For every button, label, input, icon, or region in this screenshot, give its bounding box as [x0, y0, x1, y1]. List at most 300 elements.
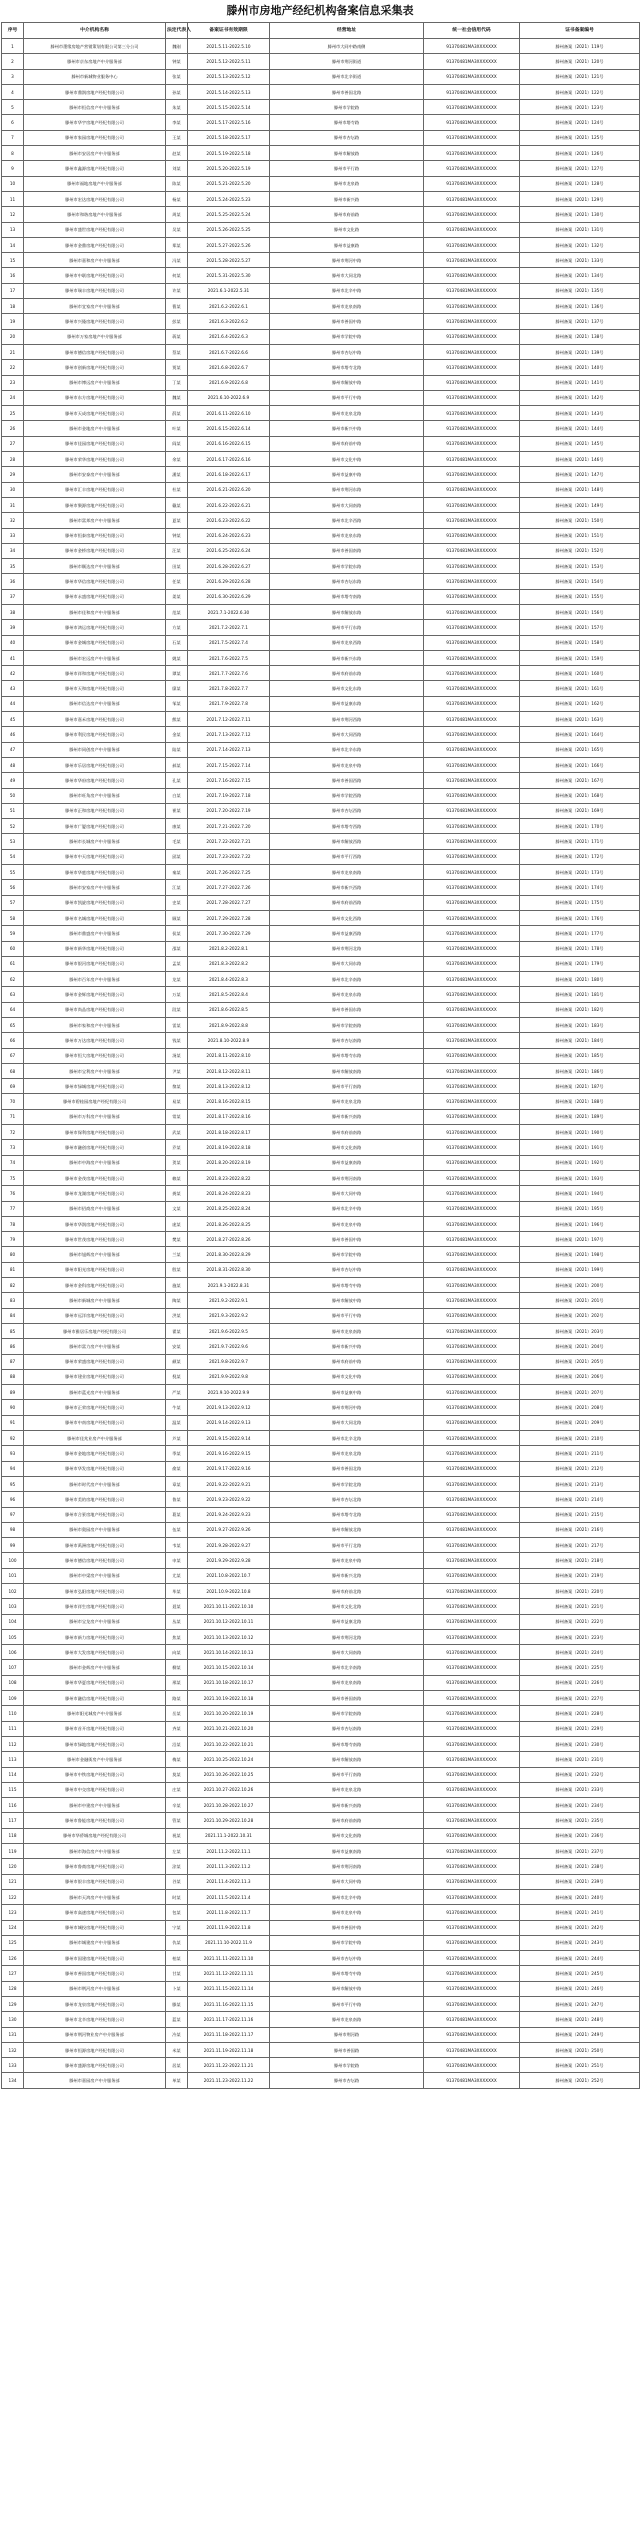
- table-row: [2, 1461, 640, 1476]
- business-address: 滕州市解放东路: [270, 604, 424, 619]
- validity-period: 2021.7.21-2022.7.20: [188, 819, 270, 834]
- validity-period: 2021.6.22-2022.6.21: [188, 497, 270, 512]
- certificate-number: 滕州备案（2021）166号: [520, 757, 640, 772]
- certificate-number: 滕州备案（2021）170号: [520, 819, 640, 834]
- certificate-number: 滕州备案（2021）123号: [520, 100, 640, 115]
- agency-name: 滕州市美的房地产经纪有限公司: [24, 1492, 166, 1507]
- table-row: [2, 1155, 640, 1170]
- credit-code: 91370481MA3XXXXXXX: [424, 1844, 520, 1859]
- row-index: 17: [2, 283, 24, 298]
- row-index: 3: [2, 69, 24, 84]
- certificate-number: 滕州备案（2021）226号: [520, 1675, 640, 1690]
- credit-code: 91370481MA3XXXXXXX: [424, 543, 520, 558]
- row-index: 22: [2, 360, 24, 375]
- row-index: 112: [2, 1736, 24, 1751]
- row-index: 59: [2, 926, 24, 941]
- table-row: [2, 1186, 640, 1201]
- row-index: 104: [2, 1614, 24, 1629]
- validity-period: 2021.9.3-2022.9.2: [188, 1308, 270, 1323]
- credit-code: 91370481MA3XXXXXXX: [424, 788, 520, 803]
- agency-name: 滕州市荆河房产中介服务部: [24, 1981, 166, 1996]
- legal-representative: 武某: [166, 1125, 188, 1140]
- legal-representative: 廖某: [166, 681, 188, 696]
- legal-representative: 秦某: [166, 865, 188, 880]
- legal-representative: 庄某: [166, 1782, 188, 1797]
- legal-representative: 魏某: [166, 390, 188, 405]
- row-index: 125: [2, 1935, 24, 1950]
- validity-period: 2021.10.11-2022.10.10: [188, 1599, 270, 1614]
- validity-period: 2021.10.12-2022.10.11: [188, 1614, 270, 1629]
- business-address: 滕州市善国中路: [270, 314, 424, 329]
- table-row: [2, 1889, 640, 1904]
- validity-period: 2021.8.23-2022.8.22: [188, 1170, 270, 1185]
- business-address: 滕州市文化中路: [270, 1369, 424, 1384]
- business-address: 滕州市荆河南路: [270, 1170, 424, 1185]
- certificate-number: 滕州备案（2021）251号: [520, 2058, 640, 2073]
- agency-name: 滕州市中交房地产经纪有限公司: [24, 1782, 166, 1797]
- certificate-number: 滕州备案（2021）249号: [520, 2027, 640, 2042]
- credit-code: 91370481MA3XXXXXXX: [424, 283, 520, 298]
- legal-representative: 路某: [166, 1691, 188, 1706]
- table-row: [2, 283, 640, 298]
- agency-name: 滕州市尚品房地产经纪有限公司: [24, 1002, 166, 1017]
- table-row: [2, 2012, 640, 2027]
- legal-representative: 毛某: [166, 834, 188, 849]
- agency-name: 滕州市永盛房地产经纪有限公司: [24, 589, 166, 604]
- validity-period: 2021.6.2-2022.6.1: [188, 299, 270, 314]
- row-index: 115: [2, 1782, 24, 1797]
- row-index: 40: [2, 635, 24, 650]
- validity-period: 2021.9.10-2022.9.9: [188, 1385, 270, 1400]
- business-address: 滕州市平行中路: [270, 1308, 424, 1323]
- validity-period: 2021.8.13-2022.8.12: [188, 1079, 270, 1094]
- credit-code: 91370481MA3XXXXXXX: [424, 100, 520, 115]
- table-row: [2, 1813, 640, 1828]
- business-address: 滕州市塔寺南路: [270, 1736, 424, 1751]
- table-row: [2, 1935, 640, 1950]
- certificate-number: 滕州备案（2021）183号: [520, 1018, 640, 1033]
- row-index: 13: [2, 222, 24, 237]
- business-address: 滕州市平行东路: [270, 620, 424, 635]
- business-address: 滕州市荆河中路: [270, 253, 424, 268]
- agency-name: 滕州市金地房地产经纪有限公司: [24, 1446, 166, 1461]
- validity-period: 2021.11.11-2022.11.10: [188, 1951, 270, 1966]
- certificate-number: 滕州备案（2021）153号: [520, 559, 640, 574]
- legal-representative: 申某: [166, 1553, 188, 1568]
- validity-period: 2021.9.9-2022.9.8: [188, 1369, 270, 1384]
- certificate-number: 滕州备案（2021）210号: [520, 1431, 640, 1446]
- validity-period: 2021.10.8-2022.10.7: [188, 1568, 270, 1583]
- credit-code: 91370481MA3XXXXXXX: [424, 696, 520, 711]
- legal-representative: 周某: [166, 207, 188, 222]
- business-address: 滕州市龙泉南路: [270, 299, 424, 314]
- business-address: 滕州市荆河中路: [270, 1400, 424, 1415]
- credit-code: 91370481MA3XXXXXXX: [424, 666, 520, 681]
- credit-code: 91370481MA3XXXXXXX: [424, 635, 520, 650]
- table-row: [2, 1492, 640, 1507]
- business-address: 滕州市北辛南路: [270, 1660, 424, 1675]
- business-address: 滕州市塔寺中路: [270, 1278, 424, 1293]
- agency-name: 滕州市正荣房地产经纪有限公司: [24, 1400, 166, 1415]
- agency-name: 滕州市阳光城房产中介服务部: [24, 1706, 166, 1721]
- validity-period: 2021.8.18-2022.8.17: [188, 1125, 270, 1140]
- credit-code: 91370481MA3XXXXXXX: [424, 1201, 520, 1216]
- table-row: [2, 1767, 640, 1782]
- table-row: [2, 559, 640, 574]
- certificate-number: 滕州备案（2021）192号: [520, 1155, 640, 1170]
- certificate-number: 滕州备案（2021）128号: [520, 176, 640, 191]
- certificate-number: 滕州备案（2021）151号: [520, 528, 640, 543]
- table-row: [2, 1905, 640, 1920]
- table-row: [2, 1278, 640, 1293]
- legal-representative: 赖某: [166, 1170, 188, 1185]
- credit-code: 91370481MA3XXXXXXX: [424, 895, 520, 910]
- certificate-number: 滕州备案（2021）182号: [520, 1002, 640, 1017]
- business-address: 滕州市学院中路: [270, 1247, 424, 1262]
- row-index: 32: [2, 513, 24, 528]
- row-index: 41: [2, 650, 24, 665]
- legal-representative: 牛某: [166, 1400, 188, 1415]
- legal-representative: 齐某: [166, 1721, 188, 1736]
- validity-period: 2021.11.17-2022.11.16: [188, 2012, 270, 2027]
- row-index: 82: [2, 1278, 24, 1293]
- table-row: [2, 727, 640, 742]
- certificate-number: 滕州备案（2021）187号: [520, 1079, 640, 1094]
- row-index: 54: [2, 849, 24, 864]
- legal-representative: 季某: [166, 1446, 188, 1461]
- row-index: 130: [2, 2012, 24, 2027]
- business-address: 滕州市龙泉北路: [270, 1782, 424, 1797]
- row-index: 48: [2, 757, 24, 772]
- credit-code: 91370481MA3XXXXXXX: [424, 299, 520, 314]
- legal-representative: 焦某: [166, 1629, 188, 1644]
- column-header: 中介机构名称: [24, 23, 166, 39]
- validity-period: 2021.10.27-2022.10.26: [188, 1782, 270, 1797]
- certificate-number: 滕州备案（2021）126号: [520, 146, 640, 161]
- business-address: 滕州市杏坛中路: [270, 344, 424, 359]
- table-row: [2, 1522, 640, 1537]
- credit-code: 91370481MA3XXXXXXX: [424, 1048, 520, 1063]
- certificate-number: 滕州备案（2021）164号: [520, 727, 640, 742]
- validity-period: 2021.9.17-2022.9.16: [188, 1461, 270, 1476]
- certificate-number: 滕州备案（2021）207号: [520, 1385, 640, 1400]
- credit-code: 91370481MA3XXXXXXX: [424, 1813, 520, 1828]
- row-index: 92: [2, 1431, 24, 1446]
- credit-code: 91370481MA3XXXXXXX: [424, 176, 520, 191]
- certificate-number: 滕州备案（2021）135号: [520, 283, 640, 298]
- row-index: 43: [2, 681, 24, 696]
- business-address: 滕州市善国北路: [270, 84, 424, 99]
- business-address: 滕州市学院中路: [270, 1935, 424, 1950]
- certificate-number: 滕州备案（2021）180号: [520, 972, 640, 987]
- legal-representative: 乔某: [166, 1140, 188, 1155]
- row-index: 113: [2, 1752, 24, 1767]
- agency-name: 滕州市首开房地产经纪有限公司: [24, 1721, 166, 1736]
- validity-period: 2021.9.2-2022.9.1: [188, 1293, 270, 1308]
- business-address: 滕州市善国东路: [270, 1002, 424, 1017]
- row-index: 8: [2, 146, 24, 161]
- business-address: 滕州市龙泉中路: [270, 1553, 424, 1568]
- certificate-number: 滕州备案（2021）235号: [520, 1813, 640, 1828]
- validity-period: 2021.8.30-2022.8.29: [188, 1247, 270, 1262]
- validity-period: 2021.6.10-2022.6.9: [188, 390, 270, 405]
- credit-code: 91370481MA3XXXXXXX: [424, 467, 520, 482]
- validity-period: 2021.5.14-2022.5.13: [188, 84, 270, 99]
- table-row: [2, 819, 640, 834]
- agency-name: 滕州市融信房地产经纪有限公司: [24, 1691, 166, 1706]
- agency-name: 滕州市佳园房地产经纪有限公司: [24, 436, 166, 451]
- credit-code: 91370481MA3XXXXXXX: [424, 1568, 520, 1583]
- validity-period: 2021.10.14-2022.10.13: [188, 1645, 270, 1660]
- certificate-number: 滕州备案（2021）227号: [520, 1691, 640, 1706]
- legal-representative: 兰某: [166, 1247, 188, 1262]
- certificate-number: 滕州备案（2021）224号: [520, 1645, 640, 1660]
- certificate-number: 滕州备案（2021）149号: [520, 497, 640, 512]
- validity-period: 2021.8.16-2022.8.15: [188, 1094, 270, 1109]
- table-row: [2, 1415, 640, 1430]
- legal-representative: 金某: [166, 727, 188, 742]
- certificate-number: 滕州备案（2021）198号: [520, 1247, 640, 1262]
- table-row: [2, 1859, 640, 1874]
- table-row: [2, 1140, 640, 1155]
- row-index: 4: [2, 84, 24, 99]
- certificate-number: 滕州备案（2021）139号: [520, 344, 640, 359]
- validity-period: 2021.6.11-2022.6.10: [188, 406, 270, 421]
- row-index: 55: [2, 865, 24, 880]
- table-row: [2, 329, 640, 344]
- credit-code: 91370481MA3XXXXXXX: [424, 727, 520, 742]
- business-address: 滕州市解放南路: [270, 1063, 424, 1078]
- certificate-number: 滕州备案（2021）169号: [520, 803, 640, 818]
- legal-representative: 鲁某: [166, 1492, 188, 1507]
- table-row: [2, 2027, 640, 2042]
- row-index: 89: [2, 1385, 24, 1400]
- validity-period: 2021.9.16-2022.9.15: [188, 1446, 270, 1461]
- table-row: [2, 1431, 640, 1446]
- validity-period: 2021.11.19-2022.11.18: [188, 2042, 270, 2057]
- credit-code: 91370481MA3XXXXXXX: [424, 497, 520, 512]
- legal-representative: 庞某: [166, 1216, 188, 1231]
- row-index: 53: [2, 834, 24, 849]
- agency-name: 滕州市百年房产中介服务部: [24, 972, 166, 987]
- legal-representative: 安某: [166, 1339, 188, 1354]
- row-index: 34: [2, 543, 24, 558]
- row-index: 121: [2, 1874, 24, 1889]
- legal-representative: 崔某: [166, 803, 188, 818]
- validity-period: 2021.5.19-2022.5.18: [188, 146, 270, 161]
- credit-code: 91370481MA3XXXXXXX: [424, 1675, 520, 1690]
- credit-code: 91370481MA3XXXXXXX: [424, 1798, 520, 1813]
- table-row: [2, 1599, 640, 1614]
- business-address: 滕州市学院中路: [270, 329, 424, 344]
- legal-representative: 聂某: [166, 1599, 188, 1614]
- validity-period: 2021.7.28-2022.7.27: [188, 895, 270, 910]
- certificate-number: 滕州备案（2021）134号: [520, 268, 640, 283]
- row-index: 56: [2, 880, 24, 895]
- credit-code: 91370481MA3XXXXXXX: [424, 559, 520, 574]
- table-row: [2, 375, 640, 390]
- agency-name: 滕州市安居房产中介服务部: [24, 146, 166, 161]
- agency-name: 滕州市碧桂园房地产经纪有限公司: [24, 1094, 166, 1109]
- credit-code: 91370481MA3XXXXXXX: [424, 1614, 520, 1629]
- table-row: [2, 1951, 640, 1966]
- table-row: [2, 1645, 640, 1660]
- business-address: 滕州市龙泉北路: [270, 1446, 424, 1461]
- row-index: 7: [2, 130, 24, 145]
- credit-code: 91370481MA3XXXXXXX: [424, 1002, 520, 1017]
- agency-name: 滕州市恒大房地产经纪有限公司: [24, 1048, 166, 1063]
- credit-code: 91370481MA3XXXXXXX: [424, 757, 520, 772]
- row-index: 90: [2, 1400, 24, 1415]
- table-row: [2, 1675, 640, 1690]
- table-row: [2, 1063, 640, 1078]
- credit-code: 91370481MA3XXXXXXX: [424, 84, 520, 99]
- certificate-number: 滕州备案（2021）133号: [520, 253, 640, 268]
- business-address: 滕州市益康中路: [270, 1385, 424, 1400]
- business-address: 滕州市荆河路: [270, 2027, 424, 2042]
- legal-representative: 岳某: [166, 1706, 188, 1721]
- certificate-number: 滕州备案（2021）168号: [520, 788, 640, 803]
- legal-representative: 钟某: [166, 528, 188, 543]
- business-address: 滕州市益康路: [270, 237, 424, 252]
- legal-representative: 包某: [166, 1905, 188, 1920]
- row-index: 12: [2, 207, 24, 222]
- validity-period: 2021.8.24-2022.8.23: [188, 1186, 270, 1201]
- credit-code: 91370481MA3XXXXXXX: [424, 1767, 520, 1782]
- legal-representative: 康某: [166, 819, 188, 834]
- credit-code: 91370481MA3XXXXXXX: [424, 1140, 520, 1155]
- validity-period: 2021.11.2-2022.11.1: [188, 1844, 270, 1859]
- table-row: [2, 513, 640, 528]
- agency-name: 滕州市信达房产中介服务部: [24, 696, 166, 711]
- certificate-number: 滕州备案（2021）216号: [520, 1522, 640, 1537]
- credit-code: 91370481MA3XXXXXXX: [424, 1538, 520, 1553]
- legal-representative: 方某: [166, 620, 188, 635]
- certificate-number: 滕州备案（2021）238号: [520, 1859, 640, 1874]
- agency-name: 滕州市顺达房产中介服务部: [24, 559, 166, 574]
- certificate-number: 滕州备案（2021）172号: [520, 849, 640, 864]
- legal-representative: 杨某: [166, 191, 188, 206]
- row-index: 14: [2, 237, 24, 252]
- certificate-number: 滕州备案（2021）189号: [520, 1109, 640, 1124]
- business-address: 滕州市龙泉路: [270, 176, 424, 191]
- agency-name: 滕州市万达房地产经纪有限公司: [24, 1033, 166, 1048]
- legal-representative: 单某: [166, 2073, 188, 2088]
- row-index: 74: [2, 1155, 24, 1170]
- agency-name: 滕州市金科房地产经纪有限公司: [24, 1278, 166, 1293]
- business-address: 滕州市北辛中路: [270, 1889, 424, 1904]
- table-row: [2, 757, 640, 772]
- legal-representative: 戴某: [166, 497, 188, 512]
- credit-code: 91370481MA3XXXXXXX: [424, 1308, 520, 1323]
- certificate-number: 滕州备案（2021）144号: [520, 421, 640, 436]
- certificate-number: 滕州备案（2021）204号: [520, 1339, 640, 1354]
- legal-representative: 吴某: [166, 222, 188, 237]
- business-address: 滕州市平行中路: [270, 1997, 424, 2012]
- agency-name: 滕州市鑫源房地产经纪有限公司: [24, 161, 166, 176]
- table-row: [2, 1446, 640, 1461]
- validity-period: 2021.11.5-2022.11.4: [188, 1889, 270, 1904]
- agency-name: 滕州市银丰房地产经纪有限公司: [24, 1874, 166, 1889]
- agency-name: 滕州市中建房产中介服务部: [24, 1798, 166, 1813]
- agency-name: 滕州市海信房产中介服务部: [24, 1844, 166, 1859]
- agency-name: 滕州市创新房地产经纪有限公司: [24, 360, 166, 375]
- agency-name: 滕州市新城物业服务中心: [24, 69, 166, 84]
- agency-name: 滕州市新力房地产经纪有限公司: [24, 1629, 166, 1644]
- credit-code: 91370481MA3XXXXXXX: [424, 1262, 520, 1277]
- legal-representative: 韦某: [166, 1538, 188, 1553]
- agency-name: 滕州市天成房地产经纪有限公司: [24, 406, 166, 421]
- certificate-number: 滕州备案（2021）248号: [520, 2012, 640, 2027]
- credit-code: 91370481MA3XXXXXXX: [424, 1599, 520, 1614]
- agency-name: 滕州市城建房产中介服务部: [24, 1935, 166, 1950]
- credit-code: 91370481MA3XXXXXXX: [424, 956, 520, 971]
- table-row: [2, 1507, 640, 1522]
- row-index: 116: [2, 1798, 24, 1813]
- business-address: 滕州市龙泉中路: [270, 1216, 424, 1231]
- credit-code: 91370481MA3XXXXXXX: [424, 1018, 520, 1033]
- certificate-number: 滕州备案（2021）175号: [520, 895, 640, 910]
- certificate-number: 滕州备案（2021）156号: [520, 604, 640, 619]
- legal-representative: 尤某: [166, 1568, 188, 1583]
- row-index: 38: [2, 604, 24, 619]
- credit-code: 91370481MA3XXXXXXX: [424, 268, 520, 283]
- validity-period: 2021.7.7-2022.7.6: [188, 666, 270, 681]
- validity-period: 2021.10.18-2022.10.17: [188, 1675, 270, 1690]
- agency-name: 滕州市富邦房产中介服务部: [24, 513, 166, 528]
- credit-code: 91370481MA3XXXXXXX: [424, 1935, 520, 1950]
- agency-name: 滕州市龙泉房地产经纪有限公司: [24, 1997, 166, 2012]
- row-index: 6: [2, 115, 24, 130]
- table-row: [2, 1721, 640, 1736]
- table-row: [2, 681, 640, 696]
- certificate-number: 滕州备案（2021）201号: [520, 1293, 640, 1308]
- table-row: [2, 604, 640, 619]
- certificate-number: 滕州备案（2021）191号: [520, 1140, 640, 1155]
- validity-period: 2021.6.24-2022.6.23: [188, 528, 270, 543]
- legal-representative: 章某: [166, 1476, 188, 1491]
- table-row: [2, 1538, 640, 1553]
- business-address: 滕州市府前东路: [270, 666, 424, 681]
- credit-code: 91370481MA3XXXXXXX: [424, 972, 520, 987]
- table-row: [2, 1109, 640, 1124]
- table-row: [2, 222, 640, 237]
- certificate-number: 滕州备案（2021）230号: [520, 1736, 640, 1751]
- agency-name: 滕州市鼎盛房产中介服务部: [24, 926, 166, 941]
- credit-code: 91370481MA3XXXXXXX: [424, 1293, 520, 1308]
- row-index: 81: [2, 1262, 24, 1277]
- validity-period: 2021.11.15-2022.11.14: [188, 1981, 270, 1996]
- agency-name: 滕州市安泰房产中介服务部: [24, 467, 166, 482]
- table-row: [2, 1828, 640, 1843]
- legal-representative: 邢某: [166, 1675, 188, 1690]
- business-address: 滕州市大同东路: [270, 956, 424, 971]
- credit-code: 91370481MA3XXXXXXX: [424, 1859, 520, 1874]
- business-address: 滕州市塔寺北路: [270, 1507, 424, 1522]
- validity-period: 2021.9.6-2022.9.5: [188, 1323, 270, 1338]
- row-index: 95: [2, 1476, 24, 1491]
- table-row: [2, 589, 640, 604]
- agency-name: 滕州市墨缘房地产营销策划有限公司第三分公司: [24, 39, 166, 54]
- credit-code: 91370481MA3XXXXXXX: [424, 222, 520, 237]
- business-address: 滕州市大同北路: [270, 1415, 424, 1430]
- legal-representative: 江某: [166, 880, 188, 895]
- legal-representative: 叶某: [166, 421, 188, 436]
- legal-representative: 汤某: [166, 1048, 188, 1063]
- legal-representative: 郑某: [166, 237, 188, 252]
- legal-representative: 龚某: [166, 1186, 188, 1201]
- agency-name: 滕州市鸿运房地产经纪有限公司: [24, 620, 166, 635]
